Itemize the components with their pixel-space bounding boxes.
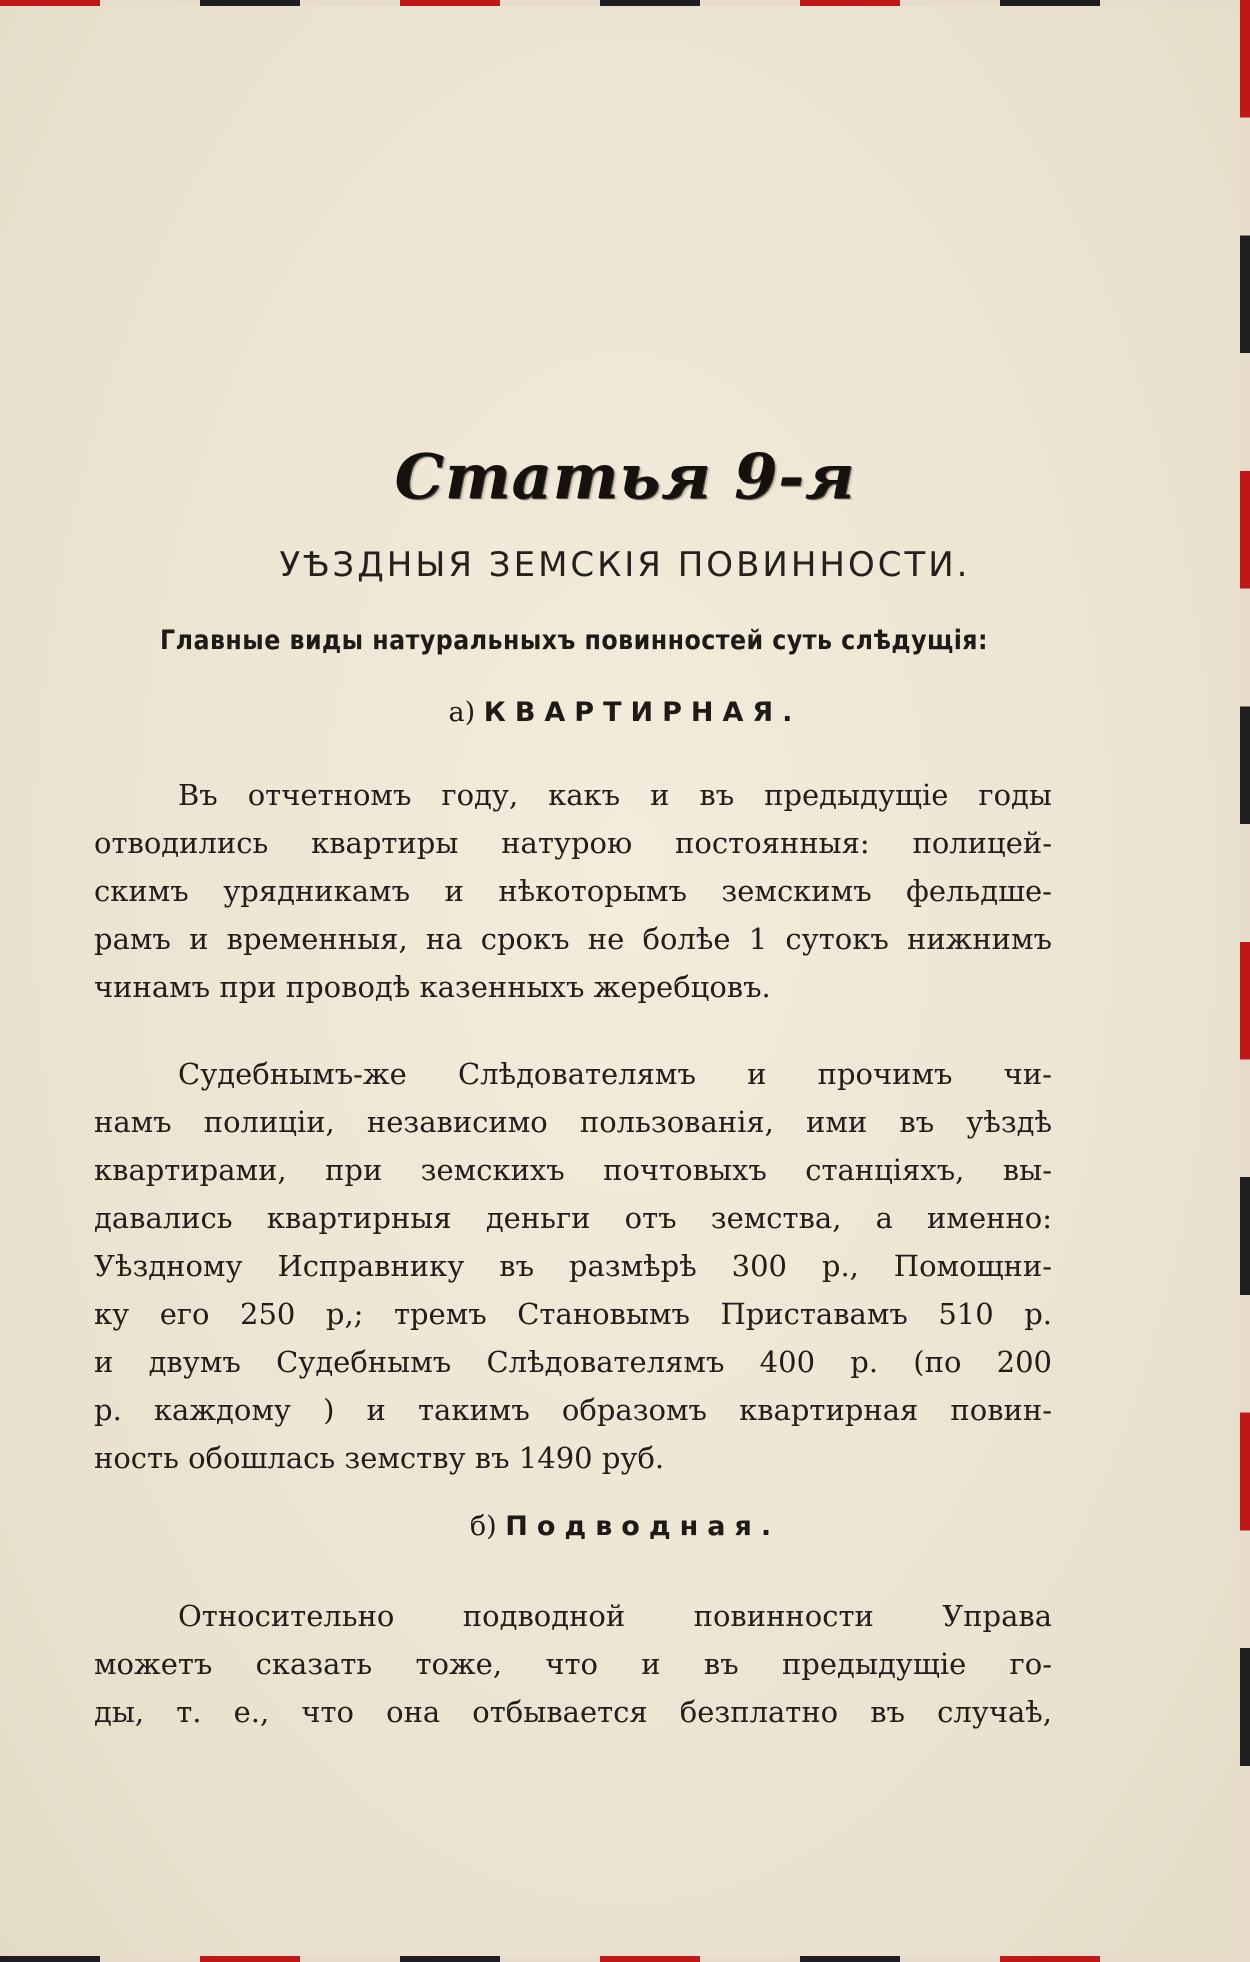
subsection-label: КВАРТИРНАЯ. — [483, 697, 802, 728]
text-line: и двумъ Судебнымъ Слѣдователямъ 400 р. (по 200 — [94, 1345, 1052, 1379]
text-line: Относительно подводной повинности Управа — [178, 1599, 1052, 1633]
subsection-heading-b — [0, 1511, 1250, 1542]
text-line: отводились квартиры натурою постоянныя: полицей- — [94, 826, 1052, 860]
text-line: намъ полиціи, независимо пользованія, ими въ уѣздѣ — [94, 1105, 1052, 1139]
scan-color-bar-top — [0, 0, 1250, 6]
section-title: УѢЗДНЫЯ ЗЕМСКІЯ ПОВИННОСТИ. — [279, 545, 971, 585]
subsection-heading-a — [0, 697, 1250, 728]
text-line: чинамъ при проводѣ казенныхъ жеребцовъ. — [94, 970, 771, 1004]
text-line: квартирами, при земскихъ почтовыхъ станціяхъ, вы- — [94, 1153, 1052, 1187]
text-line: скимъ урядникамъ и нѣкоторымъ земскимъ фельдше- — [94, 874, 1052, 908]
paragraph-a1 — [94, 771, 1052, 1011]
text-line: р. каждому ) и такимъ образомъ квартирная повин- — [94, 1393, 1052, 1427]
text-line: ность обошлась земству въ 1490 руб. — [94, 1441, 665, 1475]
subsection-prefix: б) — [469, 1511, 497, 1542]
subsection-prefix: а) — [448, 697, 476, 728]
text-line: рамъ и временныя, на срокъ не болѣе 1 сутокъ нижнимъ — [94, 922, 1052, 956]
text-line: Въ отчетномъ году, какъ и въ предыдущіе годы — [178, 778, 1052, 812]
text-line: Судебнымъ-же Слѣдователямъ и прочимъ чи- — [178, 1057, 1052, 1091]
text-line: ды, т. е., что она отбывается безплатно въ случаѣ, — [94, 1695, 1052, 1729]
lead-line: Главные виды натуральныхъ повинностей суть слѣдущія: — [160, 625, 988, 656]
text-line: можетъ сказать тоже, что и въ предыдущіе го- — [94, 1647, 1052, 1681]
scan-color-bar-bottom — [0, 1956, 1250, 1962]
text-line: давались квартирныя деньги отъ земства, а именно: — [94, 1201, 1052, 1235]
scan-color-bar-right — [1240, 0, 1250, 1962]
paragraph-b1 — [94, 1592, 1052, 1736]
subsection-label: Подводная. — [505, 1511, 781, 1542]
text-line: Уѣздному Исправнику въ размѣрѣ 300 р., Помощни- — [94, 1249, 1052, 1283]
paragraph-a2 — [94, 1050, 1052, 1482]
article-title: Статья 9-я — [394, 440, 856, 513]
text-line: ку его 250 р,; тремъ Становымъ Приставамъ 510 р. — [94, 1297, 1052, 1331]
